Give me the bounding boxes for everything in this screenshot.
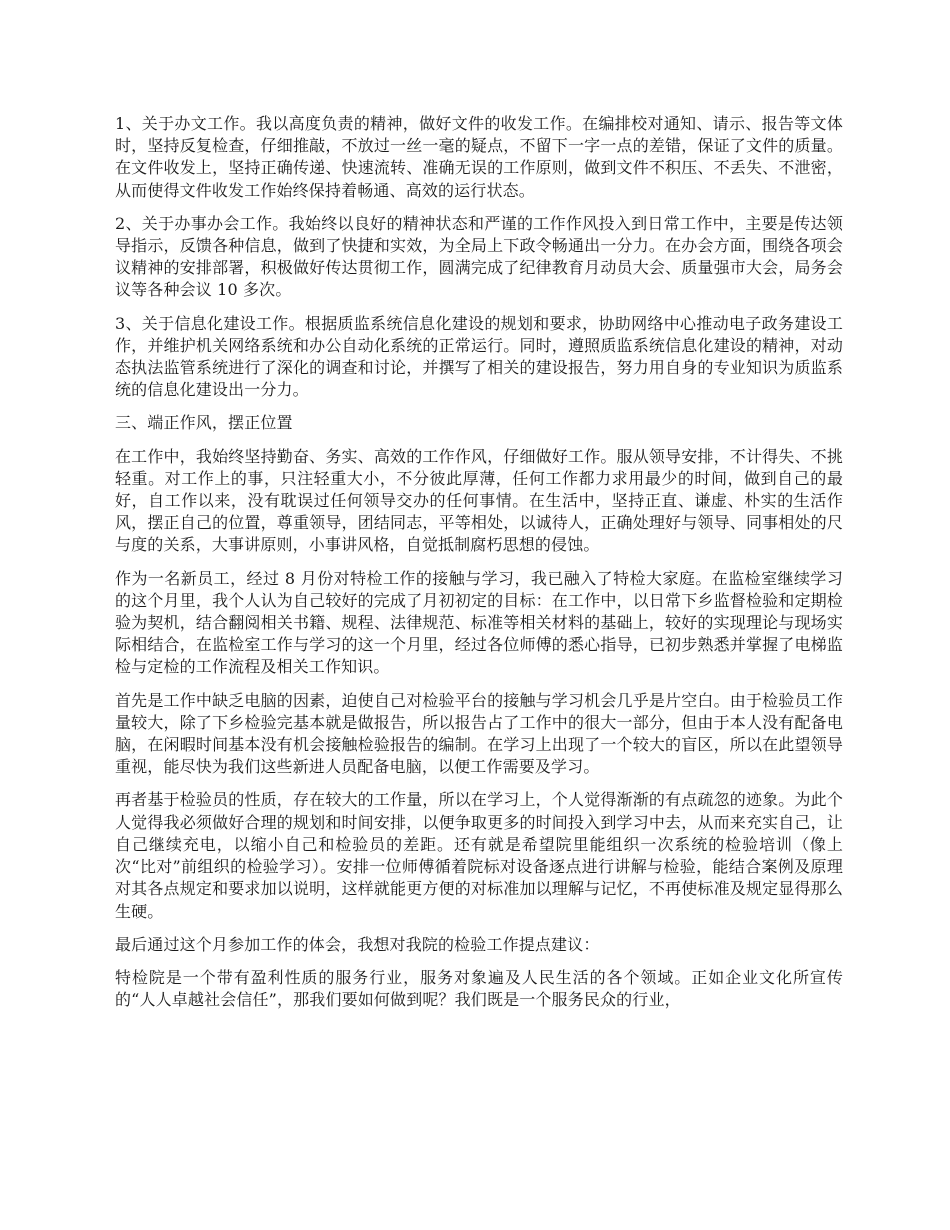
paragraph-service-industry: 特检院是一个带有盈利性质的服务行业，服务对象遍及人民生活的各个领域。正如企业文化所宣传的“人人卓越社会信任”，那我们要如何做到呢？我们既是一个服务民众的行业， xyxy=(115,967,843,1010)
paragraph-training-request: 再者基于检验员的性质，存在较大的工作量，所以在学习上，个人觉得渐渐的有点疏忽的迹象。为此个人觉得我必须做好合理的规划和时间安排，以便争取更多的时间投入到学习中去，从而来充实自己，让自己继续充电，以缩小自己和检验员的差距。还有就是希望院里能组织一次系统的检验培训（像上次“比对”前组织的检验学习）。安排一位师傅循着院标对设备逐点进行讲解与检验，能结合案例及原理对其各点规定和要求加以说明，这样就能更方便的对标准加以理解与记忆，不再使标准及规定显得那么生硬。 xyxy=(115,790,843,921)
document-body xyxy=(115,113,843,1022)
paragraph-suggestions-intro: 最后通过这个月参加工作的体会，我想对我院的检验工作提点建议： xyxy=(115,934,600,954)
paragraph-work-attitude: 在工作中，我始终坚持勤奋、务实、高效的工作作风，仔细做好工作。服从领导安排，不计得失、不挑轻重。对工作上的事，只注轻重大小，不分彼此厚薄，任何工作都力求用最少的时间，做到自己的最好，自工作以来，没有耽误过任何领导交办的任何事情。在生活中，坚持正直、谦虚、朴实的生活作风，摆正自己的位置，尊重领导，团结同志，平等相处，以诚待人，正确处理好与领导、同事相处的尺与度的关系，大事讲原则，小事讲风格，自觉抵制腐朽思想的侵蚀。 xyxy=(115,446,843,555)
section-heading-work-style: 三、端正作风，摆正位置 xyxy=(115,413,293,433)
paragraph-new-employee: 作为一名新员工，经过 8 月份对特检工作的接触与学习，我已融入了特检大家庭。在监检室继续学习的这个月里，我个人认为自己较好的完成了月初初定的目标：在工作中，以日常下乡监督检验和定期检验为契机，结合翻阅相关书籍、规程、法律规范、标准等相关材料的基础上，较好的实现理论与现场实际相结合，在监检室工作与学习的这一个月里，经过各位师傅的悉心指导，已初步熟悉并掌握了电梯监检与定检的工作流程及相关工作知识。 xyxy=(115,568,843,677)
paragraph-informatization-work: 3、关于信息化建设工作。根据质监系统信息化建设的规划和要求，协助网络中心推动电子政务建设工作，并维护机关网络系统和办公自动化系统的正常运行。同时，遵照质监系统信息化建设的精神，对动态执法监管系统进行了深化的调查和讨论，并撰写了相关的建设报告，努力用自身的专业知识为质监系统的信息化建设出一分力。 xyxy=(115,313,843,400)
paragraph-document-handling: 1、关于办文工作。我以高度负责的精神，做好文件的收发工作。在编排校对通知、请示、报告等文体时，坚持反复检查，仔细推敲，不放过一丝一毫的疑点，不留下一字一点的差错，保证了文件的质量。在文件收发上，坚持正确传递、快速流转、准确无误的工作原则，做到文件不积压、不丢失、不泄密，从而使得文件收发工作始终保持着畅通、高效的运行状态。 xyxy=(115,114,843,200)
paragraph-lack-of-computer: 首先是工作中缺乏电脑的因素，迫使自己对检验平台的接触与学习机会几乎是片空白。由于检验员工作量较大，除了下乡检验完基本就是做报告，所以报告占了工作中的很大一部分，但由于本人没有配备电脑，在闲暇时间基本没有机会接触检验报告的编制。在学习上出现了一个较大的盲区，所以在此望领导重视，能尽快为我们这些新进人员配备电脑，以便工作需要及学习。 xyxy=(115,690,843,777)
paragraph-meetings-work: 2、关于办事办会工作。我始终以良好的精神状态和严谨的工作作风投入到日常工作中，主要是传达领导指示，反馈各种信息，做到了快捷和实效，为全局上下政令畅通出一分力。在办会方面，围绕各项会议精神的安排部署，积极做好传达贯彻工作，圆满完成了纪律教育月动员大会、质量强市大会，局务会议等各种会议 10 多次。 xyxy=(115,213,843,300)
